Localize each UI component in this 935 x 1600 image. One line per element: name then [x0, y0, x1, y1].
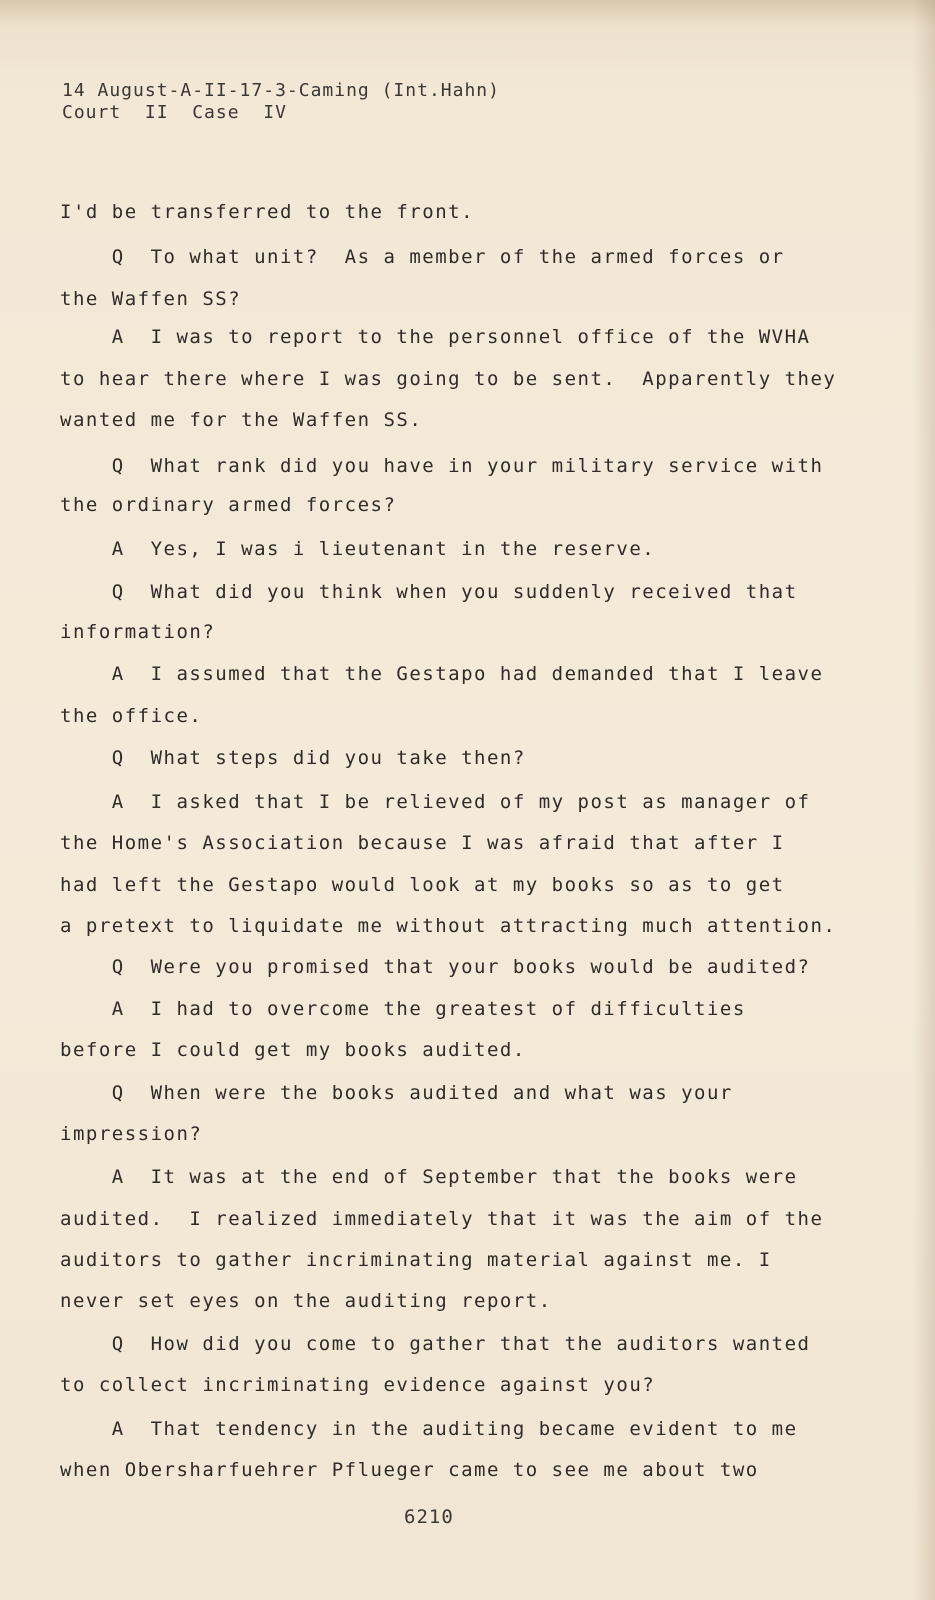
transcript-line: Q Were you promised that your books would be audited?: [60, 956, 811, 978]
transcript-line: the Waffen SS?: [60, 288, 242, 310]
transcript-line: Q What rank did you have in your military service with: [60, 455, 824, 477]
transcript-line: I'd be transferred to the front.: [60, 201, 475, 223]
transcript-line: Q To what unit? As a member of the armed forces or: [60, 246, 785, 268]
document-header: [62, 80, 500, 124]
transcript-line: to hear there where I was going to be sent. Apparently they: [60, 368, 837, 390]
transcript-line: A It was at the end of September that the books were: [60, 1166, 798, 1188]
transcript-line: the ordinary armed forces?: [60, 494, 397, 516]
transcript-line: impression?: [60, 1123, 203, 1145]
page-number: 6210: [404, 1506, 454, 1528]
header-date-line: 14 August-A-II-17-3-Caming (Int.Hahn): [62, 80, 500, 101]
transcript-line: A I was to report to the personnel office of the WVHA: [60, 326, 811, 348]
header-court-line: Court II Case IV: [62, 102, 287, 123]
transcript-line: never set eyes on the auditing report.: [60, 1290, 552, 1312]
transcript-line: Q What did you think when you suddenly received that: [60, 581, 798, 603]
transcript-line: had left the Gestapo would look at my books so as to get: [60, 874, 785, 896]
transcript-line: Q How did you come to gather that the auditors wanted: [60, 1333, 811, 1355]
transcript-line: the office.: [60, 705, 203, 727]
transcript-line: information?: [60, 621, 216, 643]
transcript-line: to collect incriminating evidence against you?: [60, 1374, 656, 1396]
transcript-line: A I asked that I be relieved of my post as manager of: [60, 791, 811, 813]
transcript-line: wanted me for the Waffen SS.: [60, 409, 423, 431]
transcript-line: audited. I realized immediately that it was the aim of the: [60, 1208, 824, 1230]
page-top-shading: [0, 0, 935, 26]
transcript-line: A I assumed that the Gestapo had demanded that I leave: [60, 663, 824, 685]
page-edge-shading: [913, 0, 935, 1600]
transcript-line: auditors to gather incriminating material against me. I: [60, 1249, 772, 1271]
transcript-line: a pretext to liquidate me without attracting much attention.: [60, 915, 837, 937]
transcript-line: when Obersharfuehrer Pflueger came to see me about two: [60, 1459, 759, 1481]
transcript-line: Q When were the books audited and what was your: [60, 1082, 733, 1104]
transcript-line: A I had to overcome the greatest of difficulties: [60, 998, 746, 1020]
transcript-line: the Home's Association because I was afraid that after I: [60, 832, 785, 854]
transcript-line: A Yes, I was i lieutenant in the reserve.: [60, 538, 656, 560]
transcript-line: A That tendency in the auditing became evident to me: [60, 1418, 798, 1440]
transcript-line: before I could get my books audited.: [60, 1039, 526, 1061]
transcript-line: Q What steps did you take then?: [60, 747, 526, 769]
